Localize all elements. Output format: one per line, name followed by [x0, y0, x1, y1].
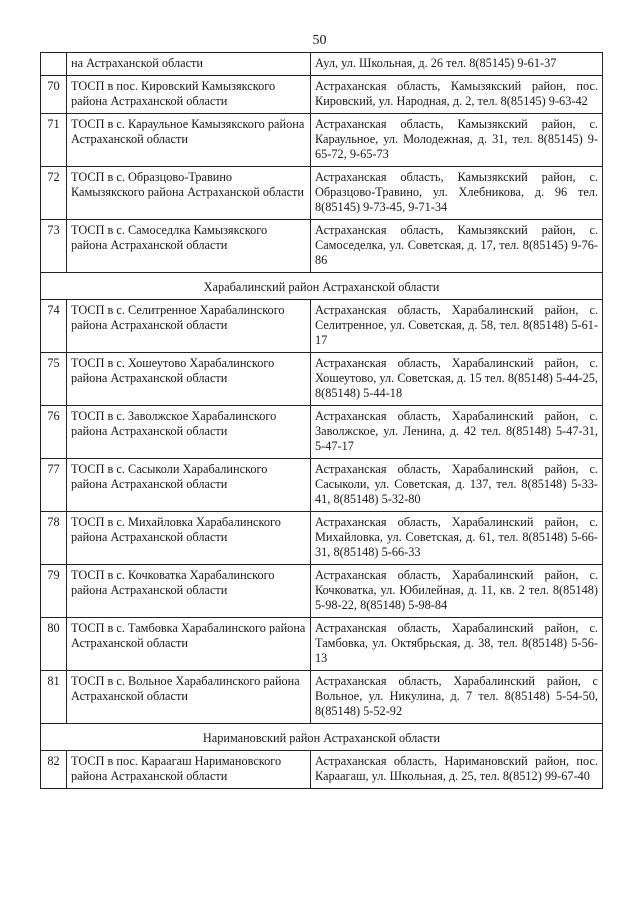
table-row: [41, 114, 603, 167]
office-address: Астраханская область, Харабалинский район, с. Хошеутово, ул. Советская, д. 15 тел. 8(85148) 5-44-25, 8(85148) 5-44-18: [311, 353, 603, 406]
office-name: ТОСП в с. Образцово-Травино Камызякского района Астраханской области: [67, 167, 311, 220]
office-name: ТОСП в с. Заволжское Харабалинского района Астраханской области: [67, 406, 311, 459]
office-name: ТОСП в с. Михайловка Харабалинского района Астраханской области: [67, 512, 311, 565]
table-row: [41, 167, 603, 220]
section-row: [41, 724, 603, 751]
row-number: 81: [41, 671, 67, 724]
row-number: 73: [41, 220, 67, 273]
page-number: 50: [312, 33, 327, 48]
office-address: Астраханская область, Камызякский район, с. Самоседелка, ул. Советская, д. 17, тел. 8(85145) 9-76-86: [311, 220, 603, 273]
row-number: [41, 53, 67, 76]
section-row: [41, 273, 603, 300]
row-number: 82: [41, 751, 67, 789]
office-name: ТОСП в с. Хошеутово Харабалинского района Астраханской области: [67, 353, 311, 406]
row-number: 76: [41, 406, 67, 459]
row-number: 78: [41, 512, 67, 565]
office-name: ТОСП в пос. Караагаш Наримановского района Астраханской области: [67, 751, 311, 789]
offices-table: [40, 52, 603, 789]
office-address: Астраханская область, Харабалинский район, с. Тамбовка, ул. Октябрьская, д. 38, тел. 8(85148) 5-56-13: [311, 618, 603, 671]
table-row: [41, 406, 603, 459]
table-row: [41, 76, 603, 114]
table-row: [41, 751, 603, 789]
section-heading-narimanov: Наримановский район Астраханской области: [41, 724, 603, 751]
office-address: Астраханская область, Харабалинский район, с. Сасыколи, ул. Советская, д. 137, тел. 8(85148) 5-33-41, 8(85148) 5-32-80: [311, 459, 603, 512]
office-name: ТОСП в с. Самоседлка Камызякского района Астраханской области: [67, 220, 311, 273]
office-address: Астраханская область, Камызякский район, с. Караульное, ул. Молодежная, д. 31, тел. 8(85145) 9-65-72, 9-65-73: [311, 114, 603, 167]
row-number: 75: [41, 353, 67, 406]
table-row: [41, 53, 603, 76]
table-row: [41, 618, 603, 671]
row-number: 72: [41, 167, 67, 220]
table-row: [41, 671, 603, 724]
office-address: Астраханская область, Камызякский район, с. Образцово-Травино, ул. Хлебникова, д. 96 тел. 8(85145) 9-73-45, 9-71-34: [311, 167, 603, 220]
office-name: ТОСП в с. Караульное Камызякского района Астраханской области: [67, 114, 311, 167]
table-row: [41, 512, 603, 565]
office-address: Астраханская область, Харабалинский район, с. Михайловка, ул. Советская, д. 61, тел. 8(85148) 5-66-31, 8(85148) 5-66-33: [311, 512, 603, 565]
row-number: 79: [41, 565, 67, 618]
office-address: Астраханская область, Харабалинский район, с. Кочковатка, ул. Юбилейная, д. 11, кв. 2 тел. 8(85148) 5-98-22, 8(85148) 5-98-84: [311, 565, 603, 618]
row-number: 77: [41, 459, 67, 512]
office-address: Аул, ул. Школьная, д. 26 тел. 8(85145) 9-61-37: [311, 53, 603, 76]
office-name: на Астраханской области: [67, 53, 311, 76]
table-row: [41, 300, 603, 353]
office-name: ТОСП в с. Селитренное Харабалинского района Астраханской области: [67, 300, 311, 353]
office-name: ТОСП в пос. Кировский Камызякского района Астраханской области: [67, 76, 311, 114]
row-number: 74: [41, 300, 67, 353]
office-name: ТОСП в с. Сасыколи Харабалинского района Астраханской области: [67, 459, 311, 512]
office-address: Астраханская область, Камызякский район, пос. Кировский, ул. Народная, д. 2, тел. 8(85145) 9-63-42: [311, 76, 603, 114]
row-number: 80: [41, 618, 67, 671]
office-address: Астраханская область, Харабалинский район, с. Заволжское, ул. Ленина, д. 42 тел. 8(85148) 5-47-31, 5-47-17: [311, 406, 603, 459]
section-heading-kharabali: Харабалинский район Астраханской области: [41, 273, 603, 300]
office-address: Астраханская область, Харабалинский район, с. Селитренное, ул. Советская, д. 58, тел. 8(85148) 5-61-17: [311, 300, 603, 353]
table-row: [41, 220, 603, 273]
row-number: 71: [41, 114, 67, 167]
table-row: [41, 459, 603, 512]
office-name: ТОСП в с. Вольное Харабалинского района Астраханской области: [67, 671, 311, 724]
office-name: ТОСП в с. Кочковатка Харабалинского района Астраханской области: [67, 565, 311, 618]
row-number: 70: [41, 76, 67, 114]
office-name: ТОСП в с. Тамбовка Харабалинского района Астраханской области: [67, 618, 311, 671]
table-row: [41, 353, 603, 406]
table-row: [41, 565, 603, 618]
office-address: Астраханская область, Наримановский район, пос. Караагаш, ул. Школьная, д. 25, тел. 8(8512) 99-67-40: [311, 751, 603, 789]
office-address: Астраханская область, Харабалинский район, с Вольное, ул. Никулина, д. 7 тел. 8(85148) 5-54-50, 8(85148) 5-52-92: [311, 671, 603, 724]
